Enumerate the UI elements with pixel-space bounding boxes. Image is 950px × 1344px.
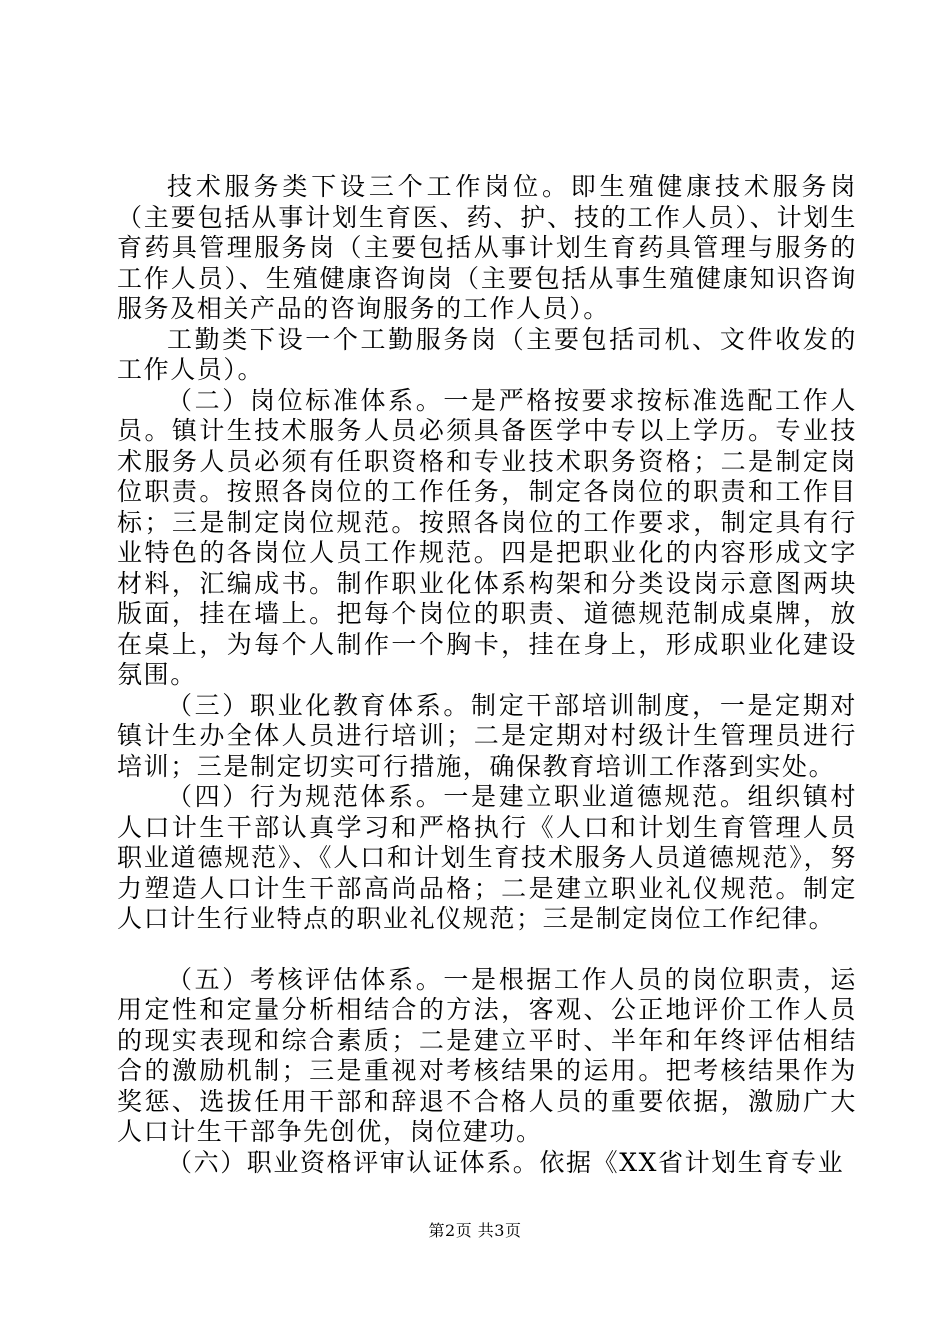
paragraph-behavior-norms: （四）行为规范体系。一是建立职业道德规范。组织镇村人口计生干部认真学习和严格执行《人口和计划生育管理人员职业道德规范》、《人口和计划生育技术服务人员道德规范》，努力塑造人口计生干部高尚品格；二是建立职业礼仪规范。制定人口计生行业特点的职业礼仪规范；三是制定岗位工作纪律。 (117, 782, 857, 933)
document-body (117, 172, 857, 1178)
paragraph-post-standards: （二）岗位标准体系。一是严格按要求按标准选配工作人员。镇计生技术服务人员必须具备医学中专以上学历。专业技术服务人员必须有任职资格和专业技术职务资格；二是制定岗位职责。按照各岗位的工作任务，制定各岗位的职责和工作目标；三是制定岗位规范。按照各岗位的工作要求，制定具有行业特色的各岗位人员工作规范。四是把职业化的内容形成文字材料，汇编成书。制作职业化体系构架和分类设岗示意图两块版面，挂在墙上。把每个岗位的职责、道德规范制成桌牌，放在桌上，为每个人制作一个胸卡，挂在身上，形成职业化建设氛围。 (117, 385, 857, 689)
page-number-footer: 第2页 共3页 (428, 1221, 522, 1240)
paragraph-education-system: （三）职业化教育体系。制定干部培训制度，一是定期对镇计生办全体人员进行培训；二是定期对村级计生管理员进行培训；三是制定切实可行措施，确保教育培训工作落到实处。 (117, 690, 857, 781)
paragraph-certification: （六）职业资格评审认证体系。依据《XX省计划生育专业 (167, 1147, 845, 1177)
paragraph-logistics: 工勤类下设一个工勤服务岗（主要包括司机、文件收发的工作人员）。 (117, 324, 857, 384)
paragraph-assessment: （五）考核评估体系。一是根据工作人员的岗位职责，运用定性和定量分析相结合的方法，客观、公正地评价工作人员的现实表现和综合素质；二是建立平时、半年和年终评估相结合的激励机制；三是重视对考核结果的运用。把考核结果作为奖惩、选拔任用干部和辞退不合格人员的重要依据，激励广大人口计生干部争先创优，岗位建功。 (117, 964, 857, 1146)
paragraph-technical-service: 技术服务类下设三个工作岗位。即生殖健康技术服务岗（主要包括从事计划生育医、药、护、技的工作人员）、计划生育药具管理服务岗（主要包括从事计划生育药具管理与服务的工作人员）、生殖健康咨询岗（主要包括从事生殖健康知识咨询服务及相关产品的咨询服务的工作人员）。 (117, 172, 857, 323)
